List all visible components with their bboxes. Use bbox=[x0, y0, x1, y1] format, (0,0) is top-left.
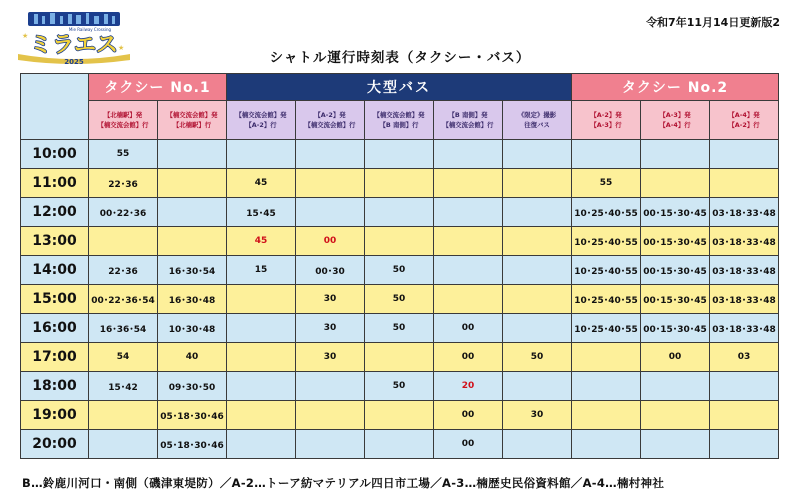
departure-minutes: 30 bbox=[296, 343, 365, 372]
column-header-line: 【楠交流会館】発 bbox=[166, 111, 218, 119]
departure-minutes bbox=[365, 227, 434, 256]
departure-minutes: 50 bbox=[365, 314, 434, 343]
departure-minutes bbox=[158, 227, 227, 256]
departure-minutes bbox=[710, 169, 779, 198]
time-label: 13:00 bbox=[21, 227, 89, 256]
departure-minutes bbox=[365, 343, 434, 372]
departure-minutes bbox=[365, 430, 434, 459]
departure-minutes bbox=[710, 140, 779, 169]
timetable-row bbox=[21, 198, 779, 227]
departure-minutes bbox=[572, 430, 641, 459]
departure-minutes bbox=[296, 372, 365, 401]
departure-minutes: 10･25･40･55 bbox=[572, 256, 641, 285]
column-header bbox=[641, 101, 710, 140]
departure-minutes bbox=[227, 285, 296, 314]
column-header bbox=[89, 101, 158, 140]
departure-minutes: 03･18･33･48 bbox=[710, 256, 779, 285]
departure-minutes bbox=[365, 169, 434, 198]
timetable-body bbox=[21, 140, 779, 459]
departure-minutes: 03･18･33･48 bbox=[710, 285, 779, 314]
departure-minutes bbox=[365, 401, 434, 430]
location-legend: B…鈴鹿川河口・南側（磯津東堤防）／A-2…トーア紡マテリアル四日市工場／A-3…楠歴史民俗資料館／A-4…楠村神社 bbox=[22, 476, 665, 490]
svg-text:★: ★ bbox=[118, 44, 125, 52]
timetable-row bbox=[21, 285, 779, 314]
departure-minutes: 00 bbox=[641, 343, 710, 372]
departure-minutes bbox=[296, 169, 365, 198]
column-header-line: 【A-3】発 bbox=[659, 111, 691, 119]
departure-minutes bbox=[227, 314, 296, 343]
logo-year: 2025 bbox=[64, 58, 84, 66]
timetable-row bbox=[21, 314, 779, 343]
departure-minutes: 20 bbox=[434, 372, 503, 401]
column-header-line: 【A-2】行 bbox=[245, 121, 277, 129]
departure-minutes bbox=[296, 140, 365, 169]
column-header bbox=[296, 101, 365, 140]
departure-minutes bbox=[158, 140, 227, 169]
logo-tagline: Mie Railway Crossing bbox=[68, 27, 112, 32]
departure-minutes: 16･36･54 bbox=[89, 314, 158, 343]
time-label: 14:00 bbox=[21, 256, 89, 285]
departure-minutes: 00･22･36 bbox=[89, 198, 158, 227]
time-label: 11:00 bbox=[21, 169, 89, 198]
departure-minutes bbox=[710, 401, 779, 430]
timetable-row bbox=[21, 343, 779, 372]
timetable-row bbox=[21, 372, 779, 401]
departure-minutes: 55 bbox=[89, 140, 158, 169]
departure-minutes bbox=[89, 430, 158, 459]
column-header-line: 【A-4】行 bbox=[659, 121, 691, 129]
time-label: 20:00 bbox=[21, 430, 89, 459]
time-header bbox=[21, 74, 89, 140]
timetable-row bbox=[21, 401, 779, 430]
column-header-row bbox=[21, 101, 779, 140]
departure-minutes bbox=[434, 256, 503, 285]
departure-minutes bbox=[227, 343, 296, 372]
departure-minutes bbox=[503, 227, 572, 256]
departure-minutes: 50 bbox=[365, 256, 434, 285]
departure-minutes: 00 bbox=[434, 401, 503, 430]
departure-minutes bbox=[227, 430, 296, 459]
page-title: シャトル運行時刻表（タクシー・バス） bbox=[269, 50, 531, 66]
departure-minutes: 22･36 bbox=[89, 169, 158, 198]
departure-minutes: 00･30 bbox=[296, 256, 365, 285]
timetable-row bbox=[21, 430, 779, 459]
departure-minutes: 55 bbox=[572, 169, 641, 198]
departure-minutes bbox=[572, 343, 641, 372]
departure-minutes bbox=[296, 430, 365, 459]
column-header bbox=[503, 101, 572, 140]
time-label: 18:00 bbox=[21, 372, 89, 401]
departure-minutes bbox=[434, 169, 503, 198]
departure-minutes bbox=[158, 198, 227, 227]
departure-minutes: 15･45 bbox=[227, 198, 296, 227]
departure-minutes bbox=[710, 372, 779, 401]
departure-minutes: 03･18･33･48 bbox=[710, 314, 779, 343]
column-header-line: 【B 南側】発 bbox=[448, 111, 488, 119]
departure-minutes bbox=[503, 256, 572, 285]
group-taxi-2: タクシー No.2 bbox=[572, 74, 779, 101]
departure-minutes bbox=[641, 401, 710, 430]
column-header bbox=[710, 101, 779, 140]
departure-minutes bbox=[503, 198, 572, 227]
timetable-row bbox=[21, 227, 779, 256]
departure-minutes: 45 bbox=[227, 227, 296, 256]
column-header-line: 【北楠駅】行 bbox=[172, 121, 212, 129]
departure-minutes bbox=[503, 140, 572, 169]
departure-minutes: 16･30･54 bbox=[158, 256, 227, 285]
departure-minutes: 40 bbox=[158, 343, 227, 372]
departure-minutes: 50 bbox=[365, 372, 434, 401]
departure-minutes bbox=[158, 169, 227, 198]
column-header bbox=[572, 101, 641, 140]
departure-minutes: 00 bbox=[296, 227, 365, 256]
timetable-row bbox=[21, 169, 779, 198]
time-label: 16:00 bbox=[21, 314, 89, 343]
departure-minutes: 05･18･30･46 bbox=[158, 430, 227, 459]
group-large-bus: 大型バス bbox=[227, 74, 572, 101]
departure-minutes: 00 bbox=[434, 343, 503, 372]
departure-minutes bbox=[365, 140, 434, 169]
column-header-line: 【楠交流会館】発 bbox=[373, 111, 425, 119]
departure-minutes: 03 bbox=[710, 343, 779, 372]
column-header-line: 【A-3】行 bbox=[590, 121, 622, 129]
departure-minutes bbox=[503, 285, 572, 314]
logo-text: ミラエス bbox=[29, 33, 119, 58]
column-header-line: 【B 南側】行 bbox=[379, 121, 419, 129]
departure-minutes: 45 bbox=[227, 169, 296, 198]
departure-minutes: 30 bbox=[296, 314, 365, 343]
time-label: 10:00 bbox=[21, 140, 89, 169]
departure-minutes: 10･30･48 bbox=[158, 314, 227, 343]
column-header-line: 【楠交流会館】行 bbox=[442, 121, 494, 129]
departure-minutes bbox=[641, 430, 710, 459]
timetable-row bbox=[21, 256, 779, 285]
departure-minutes: 30 bbox=[503, 401, 572, 430]
time-label: 17:00 bbox=[21, 343, 89, 372]
departure-minutes: 03･18･33･48 bbox=[710, 198, 779, 227]
departure-minutes: 03･18･33･48 bbox=[710, 227, 779, 256]
departure-minutes bbox=[227, 372, 296, 401]
departure-minutes bbox=[572, 372, 641, 401]
departure-minutes bbox=[641, 140, 710, 169]
departure-minutes: 00 bbox=[434, 430, 503, 459]
departure-minutes: 10･25･40･55 bbox=[572, 314, 641, 343]
departure-minutes: 54 bbox=[89, 343, 158, 372]
departure-minutes: 50 bbox=[503, 343, 572, 372]
time-label: 19:00 bbox=[21, 401, 89, 430]
departure-minutes bbox=[503, 314, 572, 343]
column-header-line: 【北楠駅】発 bbox=[103, 111, 143, 119]
timetable-row bbox=[21, 140, 779, 169]
departure-minutes bbox=[89, 227, 158, 256]
departure-minutes: 15･42 bbox=[89, 372, 158, 401]
departure-minutes bbox=[641, 372, 710, 401]
departure-minutes: 00･15･30･45 bbox=[641, 227, 710, 256]
departure-minutes bbox=[641, 169, 710, 198]
column-header-line: 【A-4】発 bbox=[728, 111, 760, 119]
column-header bbox=[227, 101, 296, 140]
svg-text:★: ★ bbox=[22, 32, 29, 40]
departure-minutes bbox=[89, 401, 158, 430]
departure-minutes bbox=[503, 430, 572, 459]
departure-minutes bbox=[434, 227, 503, 256]
column-header-line: 【A-2】発 bbox=[314, 111, 346, 119]
column-header-line: 【楠交流会館】発 bbox=[235, 111, 287, 119]
departure-minutes bbox=[434, 285, 503, 314]
time-label: 12:00 bbox=[21, 198, 89, 227]
departure-minutes: 10･25･40･55 bbox=[572, 198, 641, 227]
departure-minutes: 05･18･30･46 bbox=[158, 401, 227, 430]
column-header bbox=[434, 101, 503, 140]
departure-minutes: 50 bbox=[365, 285, 434, 314]
departure-minutes bbox=[710, 430, 779, 459]
departure-minutes bbox=[365, 198, 434, 227]
departure-minutes bbox=[227, 401, 296, 430]
departure-minutes: 30 bbox=[296, 285, 365, 314]
column-header-line: 往復バス bbox=[524, 121, 550, 129]
column-header-line: 《限定》撮影 bbox=[517, 111, 557, 119]
departure-minutes: 00･15･30･45 bbox=[641, 256, 710, 285]
column-header-line: 【A-2】行 bbox=[728, 121, 760, 129]
column-header-line: 【楠交流会館】行 bbox=[304, 121, 356, 129]
departure-minutes bbox=[503, 372, 572, 401]
departure-minutes bbox=[434, 198, 503, 227]
departure-minutes: 00･22･36･54 bbox=[89, 285, 158, 314]
departure-minutes: 00･15･30･45 bbox=[641, 314, 710, 343]
column-header bbox=[158, 101, 227, 140]
column-header-line: 【楠交流会館】行 bbox=[97, 121, 149, 129]
departure-minutes: 00･15･30･45 bbox=[641, 198, 710, 227]
column-header bbox=[365, 101, 434, 140]
departure-minutes: 09･30･50 bbox=[158, 372, 227, 401]
departure-minutes: 16･30･48 bbox=[158, 285, 227, 314]
departure-minutes: 22･36 bbox=[89, 256, 158, 285]
departure-minutes: 10･25･40･55 bbox=[572, 227, 641, 256]
departure-minutes bbox=[227, 140, 296, 169]
group-taxi-1: タクシー No.1 bbox=[89, 74, 227, 101]
departure-minutes bbox=[572, 140, 641, 169]
departure-minutes bbox=[296, 401, 365, 430]
departure-minutes: 10･25･40･55 bbox=[572, 285, 641, 314]
departure-minutes bbox=[503, 169, 572, 198]
departure-minutes bbox=[572, 401, 641, 430]
group-header-row bbox=[21, 74, 779, 101]
departure-minutes: 15 bbox=[227, 256, 296, 285]
departure-minutes bbox=[434, 140, 503, 169]
departure-minutes: 00･15･30･45 bbox=[641, 285, 710, 314]
departure-minutes: 00 bbox=[434, 314, 503, 343]
departure-minutes bbox=[296, 198, 365, 227]
version-label: 令和7年11月14日更新版2 bbox=[646, 16, 780, 29]
timetable bbox=[20, 73, 779, 459]
column-header-line: 【A-2】発 bbox=[590, 111, 622, 119]
time-label: 15:00 bbox=[21, 285, 89, 314]
